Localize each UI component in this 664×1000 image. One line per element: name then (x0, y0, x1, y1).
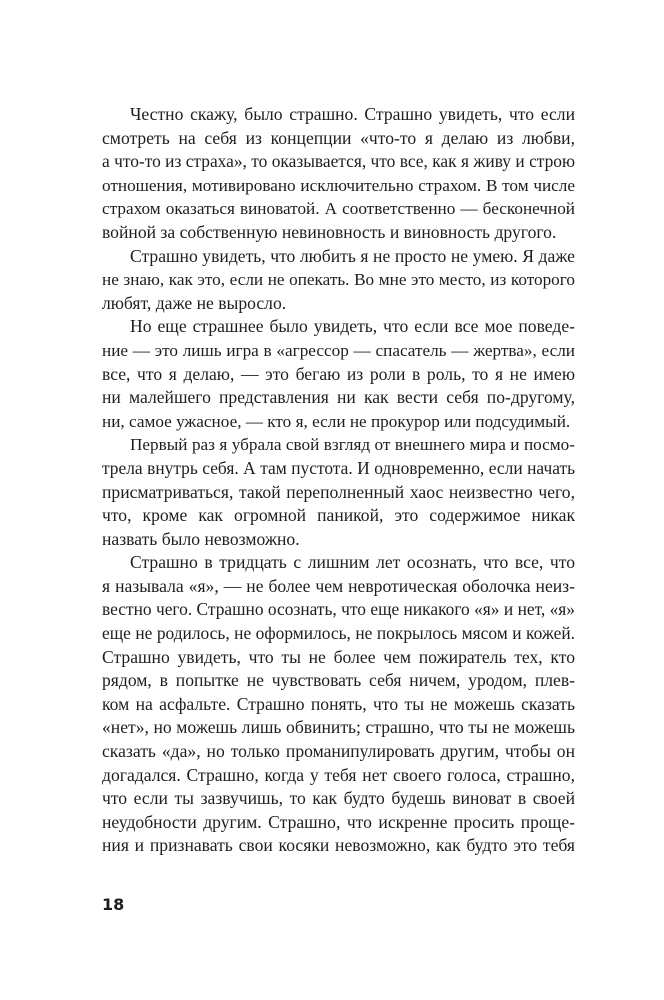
text-line: ния и признавать свои косяки невозможно, как будто это тебя (102, 835, 575, 856)
text-line: что если ты зазвучишь, то как будто будешь виноват в своей (102, 788, 575, 809)
text-line: Страшно увидеть, что ты не более чем пожиратель тех, кто (102, 646, 575, 667)
text-line: Страшно увидеть, что любить я не просто не умею. Я даже (130, 245, 575, 266)
paragraph (102, 551, 575, 858)
page-number: 18 (102, 895, 125, 914)
body-text (102, 103, 575, 858)
text-line: смотреть на себя из концепции «что-то я делаю из любви, (102, 127, 575, 148)
text-line: догадался. Страшно, когда у тебя нет своего голоса, страшно, (102, 764, 575, 785)
text-line: назвать было невозможно. (102, 528, 300, 549)
text-line: ком на асфальте. Страшно понять, что ты не можешь сказать (102, 693, 575, 714)
text-line: Страшно в тридцать с лишним лет осознать, что все, что (130, 552, 575, 573)
text-line: войной за собственную невиновность и виновность другого. (102, 221, 557, 242)
text-line: я называла «я», — не более чем невротическая оболочка неиз- (102, 575, 575, 596)
paragraph (102, 315, 575, 433)
text-line: что, кроме как огромной паникой, это содержимое никак (102, 505, 575, 526)
text-line: все, что я делаю, — это бегаю из роли в роль, то я не имею (102, 363, 575, 384)
text-line: а что-то из страха», то оказывается, что все, как я живу и строю (102, 151, 575, 172)
text-line: Первый раз я убрала свой взгляд от внешнего мира и посмо- (130, 435, 575, 455)
text-line: присматриваться, такой переполненный хаос неизвестно чего, (102, 481, 575, 502)
text-line: страхом оказаться виноватой. А соответственно — бесконечной (102, 199, 575, 219)
text-line: еще не родилось, не оформилось, не покрылось мясом и кожей. (102, 623, 575, 644)
paragraph (102, 103, 575, 245)
text-line: рядом, в попытке не чувствовать себя ничем, уродом, плев- (102, 670, 575, 691)
text-line: Но еще страшнее было увидеть, что если все мое поведе- (130, 316, 575, 337)
text-line: ни малейшего представления ни как вести себя по-другому, (102, 387, 575, 408)
text-line: вестно чего. Страшно осознать, что еще никакого «я» и нет, «я» (102, 599, 575, 620)
text-line: Честно скажу, было страшно. Страшно увидеть, что если (130, 104, 575, 124)
text-line: ние — это лишь игра в «агрессор — спасатель — жертва», если (102, 340, 575, 360)
text-line: ни, самое ужасное, — кто я, если не прокурор или подсудимый. (102, 411, 571, 431)
paragraph (102, 433, 575, 551)
text-line: неудобности другим. Страшно, что искренне просить проще- (102, 811, 575, 832)
text-line: сказать «да», но только проманипулировать другим, чтобы он (102, 741, 575, 762)
text-line: «нет», но можешь лишь обвинить; страшно, что ты не можешь (102, 717, 575, 738)
text-line: отношения, мотивировано исключительно страхом. В том числе (102, 175, 575, 195)
text-line: трела внутрь себя. А там пустота. И одновременно, если начать (102, 457, 575, 478)
text-line: любят, даже не выросло. (102, 292, 287, 313)
paragraph (102, 245, 575, 316)
text-line: не знаю, как это, если не опекать. Во мне это место, из которого (102, 270, 575, 290)
